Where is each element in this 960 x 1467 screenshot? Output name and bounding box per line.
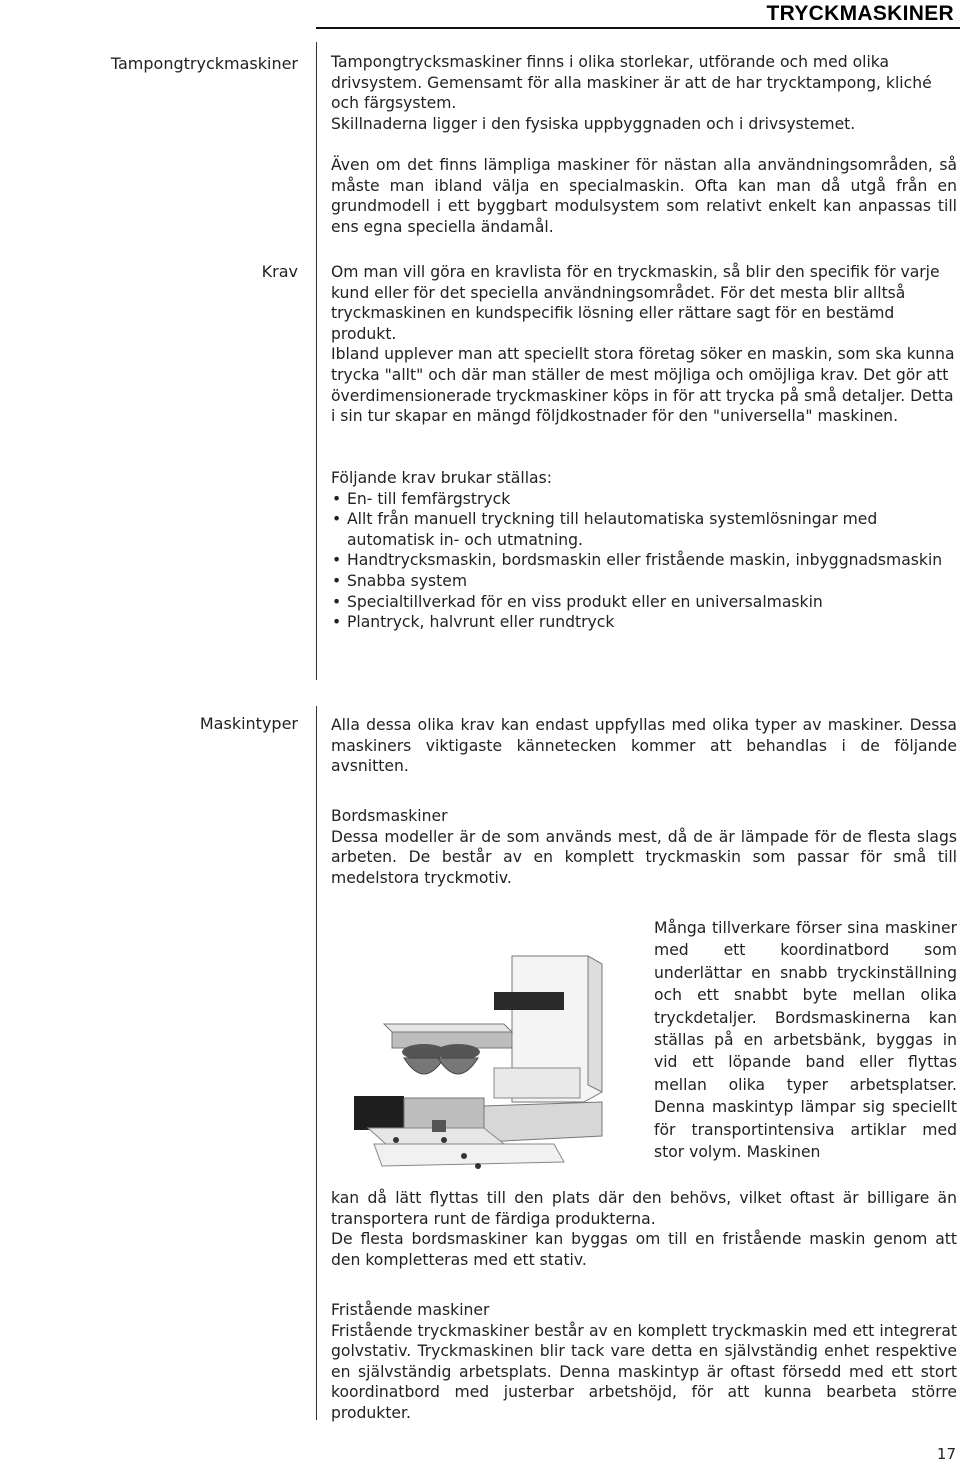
list-item: • Specialtillverkad för en viss produkt eller en universalmaskin	[331, 592, 957, 613]
krav-list-block	[331, 468, 957, 633]
krav-paragraphs: Om man vill göra en kravlista för en tryckmaskin, så blir den specifik för varje kund eller för det speciella användningsområdet. För det mesta blir alltså tryckmaskinen en kundspecifik lösning eller rättare sagt för en bestämd produkt. Ibland upplever man att speciellt stora företag söker en maskin, som ska kunna trycka "allt" och där man ställer de mest möjliga och omöjliga krav. Det gör att överdimensionerade tryckmaskiner köps in för att trycka på små detaljer. Detta i sin tur skapar en mängd följdkostnader för den "universella" maskinen.	[331, 263, 955, 426]
bordsmaskiner-continuation: kan då lätt flyttas till den plats där den behövs, vilket oftast är billigare än transportera runt de färdiga produkterna. De flesta bordsmaskiner kan byggas om till en fristående maskin genom att den kompletteras med ett stativ.	[331, 1189, 957, 1269]
list-item: • Plantryck, halvrunt eller rundtryck	[331, 612, 957, 633]
column-divider	[316, 706, 317, 1420]
section-label-tampong: Tampongtryckmaskiner	[110, 54, 298, 73]
list-item: • Handtrycksmaskin, bordsmaskin eller fristående maskin, inbyggnadsmaskin	[331, 550, 957, 571]
fristaende-heading: Fristående maskiner	[331, 1301, 490, 1319]
fristaende-section: Fristående maskiner Fristående tryckmaskiner består av en komplett tryckmaskin med ett integrerat golvstativ. Tryckmaskinen blir tack vare detta en självständig enhet respektive en självständig arbetsplats. Denna maskintyp är oftast försedd med ett stort koordinatbord med justerbar arbetshöjd, för att kunna bearbeta större produkter.	[331, 1301, 957, 1422]
column-divider	[316, 42, 317, 680]
tabletop-pad-printer-illustration	[354, 930, 644, 1180]
section-label-krav: Krav	[261, 262, 298, 281]
maskintyper-intro: Alla dessa olika krav kan endast uppfyllas med olika typer av maskiner. Dessa maskiners viktigaste kännetecken kommer att behandlas i de följande avsnitten.	[331, 716, 957, 776]
krav-list-intro: Följande krav brukar ställas:	[331, 469, 552, 487]
list-item: • Snabba system	[331, 571, 957, 592]
list-item: • Allt från manuell tryckning till helautomatiska systemlösningar med automatisk in- och utmatning.	[331, 509, 957, 550]
bordsmaskiner-section: Bordsmaskiner Dessa modeller är de som används mest, då de är lämpade för de flesta slags arbeten. De består av en komplett tryckmaskin som passar för små till medelstora tryckmotiv.	[331, 807, 957, 887]
page-number: 17	[936, 1445, 956, 1463]
tampong-paragraph-2: Även om det finns lämpliga maskiner för nästan alla användningsområden, så måste man ibland välja en specialmaskin. Ofta kan man då utgå från en grundmodell i ett byggbart modulsystem som relativt enkelt kan anpassas till ens egna speciella ändamål.	[331, 156, 957, 236]
page-header-title: TRYCKMASKINER	[766, 2, 954, 25]
bordsmaskiner-text-beside-figure: Många tillverkare förser sina maskiner med ett koordinatbord som underlättar en snabb tryckinställning och ett snabbt byte mellan olika tryckdetaljer. Bordsmaskinerna kan ställas på en arbetsbänk, byggas in vid ett löpande band eller flyttas mellan olika typer arbetsplatser. Denna maskintyp lämpar sig speciellt för transportintensiva artiklar med stor volym. Maskinen	[654, 919, 957, 1162]
section-label-maskintyper: Maskintyper	[199, 714, 298, 733]
tampong-paragraph-1: Tampongtrycksmaskiner finns i olika storlekar, utförande och med olika drivsystem. Gemensamt för alla maskiner är att de har trycktampong, kliché och färgsystem. Skillnaderna ligger i den fysiska uppbyggnaden och i drivsystemet.	[331, 53, 932, 133]
krav-list	[331, 489, 957, 633]
bordsmaskiner-heading: Bordsmaskiner	[331, 807, 448, 825]
list-item: • En- till femfärgstryck	[331, 489, 957, 510]
header-rule	[316, 27, 960, 29]
